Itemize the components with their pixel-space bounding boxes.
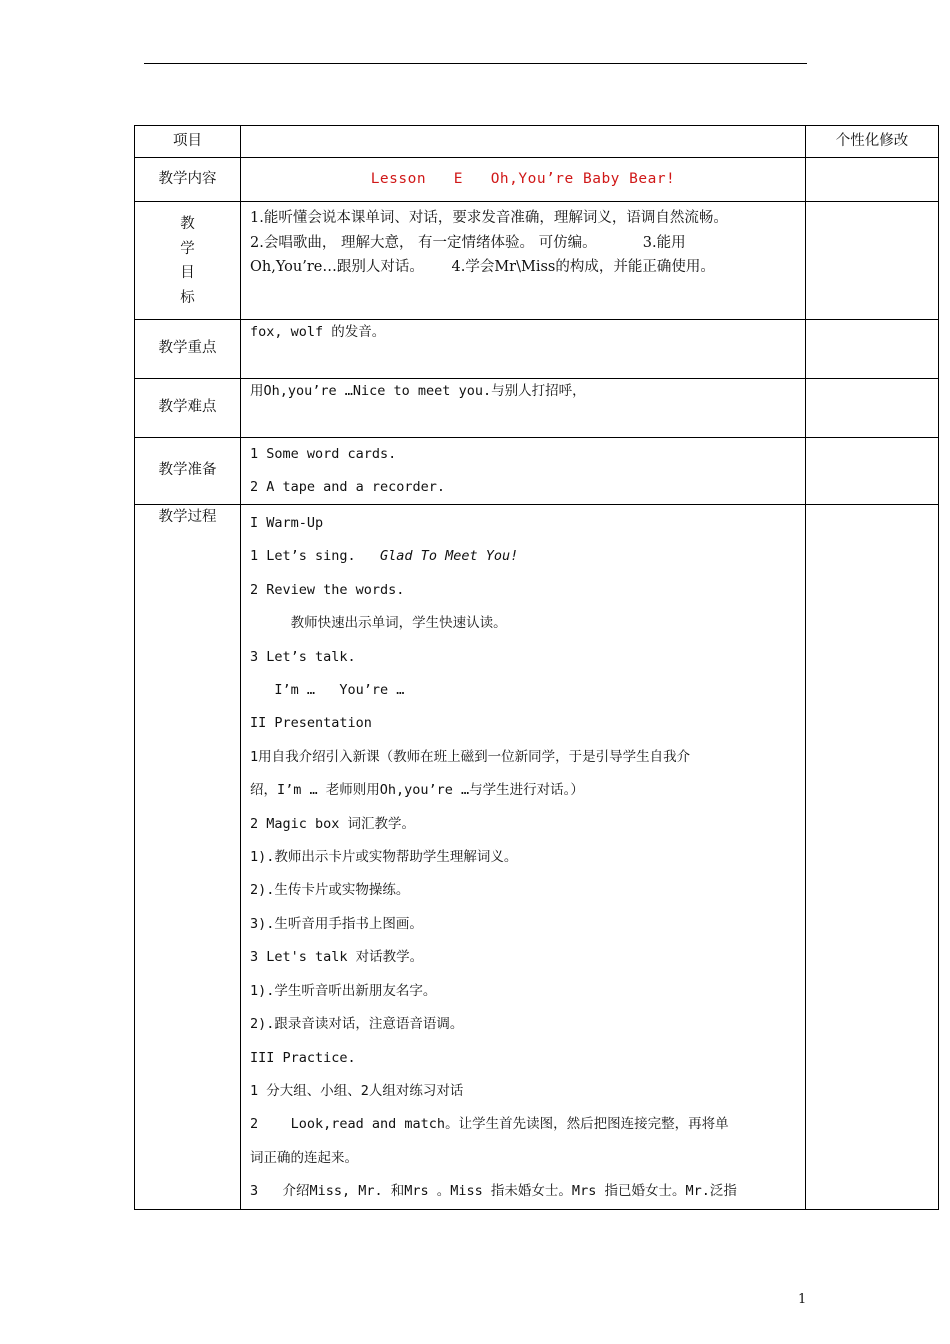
key-points-text: fox, wolf 的发音。	[250, 324, 386, 340]
header-blank	[241, 126, 806, 158]
process-line: 1).学生听音听出新朋友名字。	[250, 982, 437, 999]
process-line: 2 Magic box 词汇教学。	[250, 815, 416, 832]
process-line: 3 Let's talk 对话教学。	[250, 949, 424, 966]
preparation-label: 教学准备	[135, 438, 241, 505]
key-points-row	[135, 320, 939, 379]
process-line: 教师快速出示单词，学生快速认读。	[250, 615, 507, 632]
difficulties-text: 用Oh,you’re …Nice to meet you.与别人打招呼，	[250, 383, 586, 399]
process-line: 3).生听音用手指书上图画。	[250, 915, 423, 932]
content-label: 教学内容	[135, 158, 241, 202]
process-line: 1 分大组、小组、2人组对练习对话	[250, 1082, 464, 1099]
header-item: 项目	[135, 126, 241, 158]
process-line: 3 介绍Miss, Mr. 和Mrs 。Miss 指未婚女士。Mrs 指已婚女士。Mr.泛指	[250, 1183, 737, 1200]
table-header-row	[135, 126, 939, 158]
objective-line: 2.会唱歌曲， 理解大意， 有一定情绪体验。 可仿编。 3.能用	[250, 234, 686, 251]
process-line: I Warm-Up	[250, 515, 324, 531]
process-row	[135, 505, 939, 1210]
process-cell	[241, 505, 806, 1210]
process-line: I’m … You’re …	[250, 682, 405, 699]
process-line: 3 Let’s talk.	[250, 648, 356, 665]
preparation-line: 1 Some word cards.	[250, 446, 397, 462]
objectives-edit-cell	[806, 202, 939, 320]
preparation-cell	[241, 438, 806, 505]
process-edit-cell	[806, 505, 939, 1210]
process-label: 教学过程	[135, 505, 241, 1210]
difficulties-label: 教学难点	[135, 379, 241, 438]
key-points-label: 教学重点	[135, 320, 241, 379]
process-line	[250, 540, 797, 573]
preparation-line: 2 A tape and a recorder.	[250, 479, 446, 495]
difficulties-row	[135, 379, 939, 438]
header-personal-edit: 个性化修改	[806, 126, 939, 158]
objectives-label-char: 目	[180, 265, 195, 281]
process-line: III Practice.	[250, 1049, 356, 1066]
key-points-cell	[241, 320, 806, 379]
content-edit-cell	[806, 158, 939, 202]
objectives-label-char: 学	[180, 240, 195, 257]
page-number: 1	[798, 1292, 807, 1307]
objectives-cell	[241, 202, 806, 320]
process-line: 2).跟录音读对话，注意语音语调。	[250, 1016, 464, 1033]
process-line: 2 Review the words.	[250, 581, 405, 598]
difficulties-edit-cell	[806, 379, 939, 438]
content-row	[135, 158, 939, 202]
objectives-label-char: 标	[180, 289, 195, 306]
objectives-row	[135, 202, 939, 320]
process-line: II Presentation	[250, 715, 372, 732]
key-points-edit-cell	[806, 320, 939, 379]
process-line: 词正确的连起来。	[250, 1149, 358, 1166]
process-line: 绍，I’m … 老师则用Oh,you’re …与学生进行对话。）	[250, 782, 584, 799]
process-line-text: 1 Let’s sing.	[250, 548, 381, 565]
objectives-label-char: 教	[180, 216, 195, 232]
song-title: Glad To Meet You!	[380, 548, 519, 565]
difficulties-cell	[241, 379, 806, 438]
process-line: 2 Look,read and match。让学生首先读图，然后把图连接完整，再将单	[250, 1116, 729, 1133]
objective-line: 1.能听懂会说本课单词、对话，要求发音准确，理解词义，语调自然流畅。	[250, 210, 728, 226]
process-line: 2).生传卡片或实物操练。	[250, 882, 410, 899]
objectives-label-cell	[135, 202, 241, 320]
process-line: 1).教师出示卡片或实物帮助学生理解词义。	[250, 849, 518, 866]
lesson-title: Lesson E Oh,You’re Baby Bear!	[241, 158, 806, 202]
process-line: 1用自我介绍引入新课（教师在班上磁到一位新同学，于是引导学生自我介	[250, 748, 691, 765]
lesson-plan-table	[134, 125, 939, 1210]
preparation-edit-cell	[806, 438, 939, 505]
header-rule	[144, 63, 807, 64]
objective-line: Oh,You’re…跟别人对话。 4.学会Mr\Miss的构成，并能正确使用。	[250, 259, 715, 275]
preparation-row	[135, 438, 939, 505]
